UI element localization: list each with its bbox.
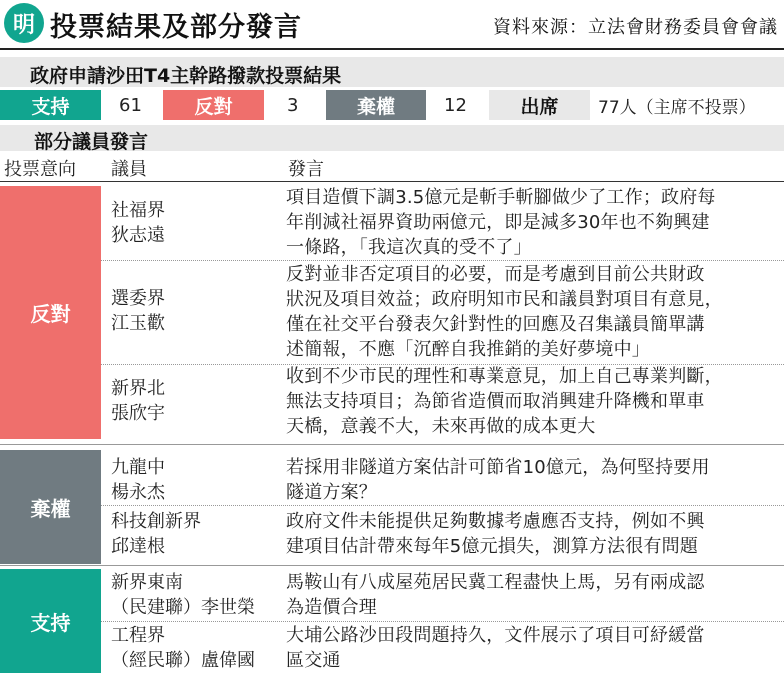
speech-line: 僅在社交平台發表欠針對性的回應及召集議員簡單講 xyxy=(286,314,705,335)
source-note: 資料來源：立法會財務委員會會議 xyxy=(493,17,778,38)
speech-line: 大埔公路沙田段問題持久，文件展示了項目可紓緩當 xyxy=(286,625,705,646)
speech-line: 若採用非隧道方案估計可節省10億元，為何堅持要用 xyxy=(286,457,710,478)
member-name xyxy=(111,198,165,248)
header-divider xyxy=(0,181,784,182)
speech-line: 狀況及項目效益；政府明知市民和議員對項目有意見， xyxy=(286,289,723,310)
abstain-count: 12 xyxy=(444,94,467,116)
member-name xyxy=(111,570,255,620)
col-header-speech: 發言 xyxy=(288,159,324,180)
group-oppose-label: 反對 xyxy=(0,186,101,439)
member-constituency: 九龍中 xyxy=(111,457,165,478)
speech-line: 區交通 xyxy=(286,650,341,671)
support-label: 支持 xyxy=(0,90,101,120)
member-person: 狄志遠 xyxy=(111,225,165,246)
speech-line: 馬鞍山有八成屋苑居民冀工程盡快上馬，另有兩成認 xyxy=(286,572,705,593)
support-count: 61 xyxy=(119,94,142,116)
member-constituency: 科技創新界 xyxy=(111,511,201,532)
member-name xyxy=(111,455,165,505)
row-divider xyxy=(101,505,784,506)
member-person: （民建聯）李世榮 xyxy=(111,597,255,618)
speech-line: 收到不少市民的理性和專業意見，加上自己專業判斷， xyxy=(286,366,723,387)
member-constituency: 工程界 xyxy=(111,625,165,646)
brand-logo: 明 xyxy=(4,3,44,43)
oppose-count: 3 xyxy=(287,94,299,116)
speech-line: 項目造價下調3.5億元是斬手斬腳做少了工作；政府每 xyxy=(286,187,716,208)
speech-line: 政府文件未能提供足夠數據考慮應否支持，例如不興 xyxy=(286,511,705,532)
speech-text xyxy=(286,262,782,362)
header-rule xyxy=(0,48,784,50)
col-header-intent: 投票意向 xyxy=(4,159,76,180)
speech-line: 建項目估計帶來每年5億元損失，測算方法很有問題 xyxy=(286,536,699,557)
member-name xyxy=(111,286,165,336)
member-person: 江玉歡 xyxy=(111,313,165,334)
member-person: （經民聯）盧偉國 xyxy=(111,650,255,671)
speech-line: 述簡報，不應「沉醉自我推銷的美好夢境中」 xyxy=(286,339,650,360)
row-divider xyxy=(101,621,784,622)
vote-summary xyxy=(0,90,784,120)
member-name xyxy=(111,623,255,673)
speech-line: 無法支持項目；為節省造價而取消興建升降機和單車 xyxy=(286,391,705,412)
speech-line: 隧道方案？ xyxy=(286,482,377,503)
speech-line: 為造價合理 xyxy=(286,597,377,618)
speech-line: 反對並非否定項目的必要，而是考慮到目前公共財政 xyxy=(286,264,705,285)
member-person: 邱達根 xyxy=(111,536,165,557)
speech-line: 年削減社福界資助兩億元，即是減多30年也不夠興建 xyxy=(286,212,710,233)
speech-line: 天橋，意義不大，未來再做的成本更大 xyxy=(286,416,596,437)
speech-line: 一條路，「我這次真的受不了」 xyxy=(286,237,532,258)
speech-text xyxy=(286,623,782,673)
speech-text xyxy=(286,364,782,439)
present-label: 出席 xyxy=(489,90,590,120)
group-abstain-label: 棄權 xyxy=(0,450,101,564)
member-constituency: 新界東南 xyxy=(111,572,183,593)
group-divider xyxy=(0,565,784,566)
speech-text xyxy=(286,185,782,260)
speech-text xyxy=(286,570,782,620)
subtitle: 政府申請沙田T4主幹路撥款投票結果 xyxy=(30,65,342,87)
group-divider xyxy=(0,444,784,445)
member-constituency: 選委界 xyxy=(111,288,165,309)
header xyxy=(0,0,784,48)
present-count: 77人（主席不投票） xyxy=(598,97,756,118)
member-person: 張欣宇 xyxy=(111,403,165,424)
group-support-label: 支持 xyxy=(0,569,101,673)
member-constituency: 新界北 xyxy=(111,378,165,399)
abstain-label: 棄權 xyxy=(326,90,426,120)
speech-text xyxy=(286,509,782,559)
col-header-member: 議員 xyxy=(111,159,147,180)
member-name xyxy=(111,509,201,559)
member-constituency: 社福界 xyxy=(111,200,165,221)
row-divider xyxy=(101,260,784,261)
speech-text xyxy=(286,455,782,505)
section-title: 部分議員發言 xyxy=(34,131,149,153)
page-title: 投票結果及部分發言 xyxy=(50,12,302,43)
member-name xyxy=(111,376,165,426)
oppose-label: 反對 xyxy=(163,90,264,120)
member-person: 楊永杰 xyxy=(111,482,165,503)
